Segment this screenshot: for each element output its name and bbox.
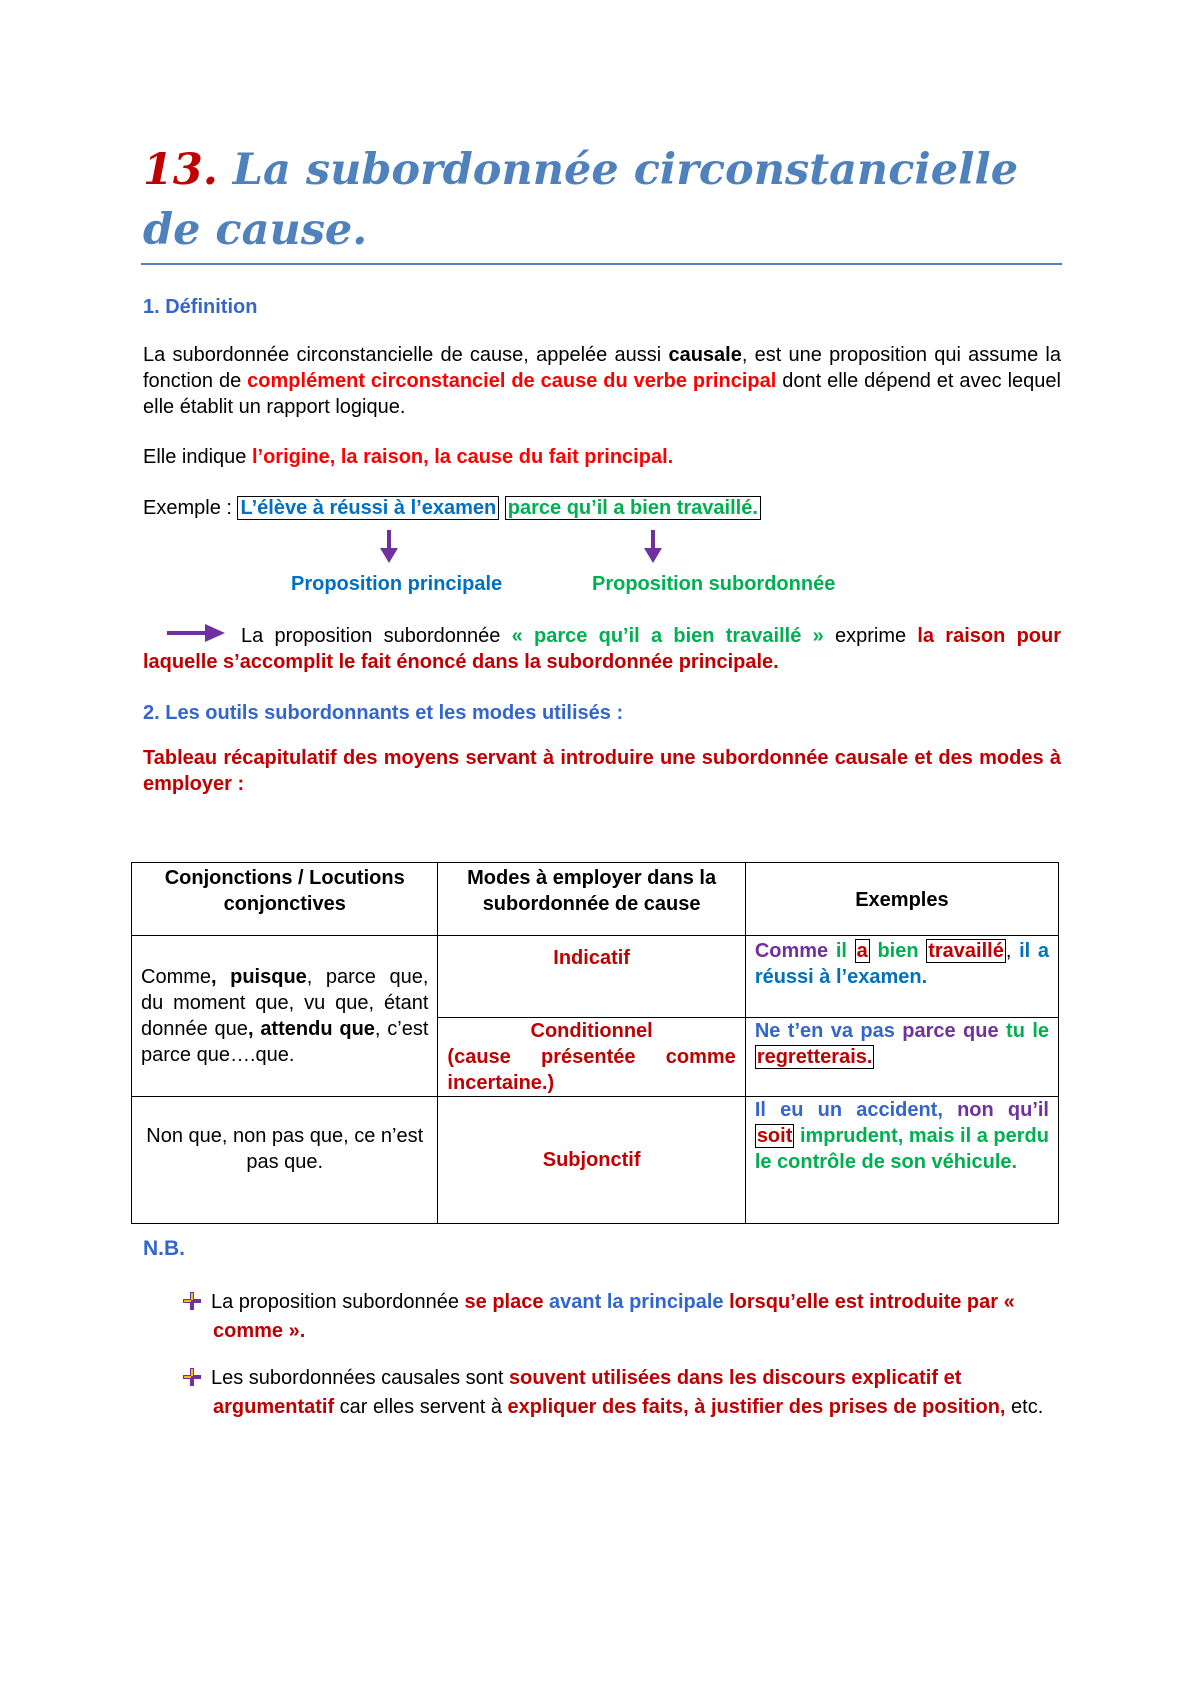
example-prefix: Exemple : — [143, 497, 238, 519]
mode-note: (cause présentée comme incertaine.) — [447, 1046, 736, 1094]
text-run: Comme — [754, 940, 829, 962]
text-run: , puisque — [211, 966, 307, 988]
table-intro: Tableau récapitulatif des moyens servant à introduire une subordonnée causale et des modes à employer : — [143, 747, 1061, 795]
mode-cell — [438, 1097, 745, 1224]
bullet-cross-icon — [183, 1368, 201, 1386]
text-run: Comme — [141, 966, 212, 988]
text-run: tu le — [998, 1020, 1049, 1042]
title-underline — [141, 263, 1062, 265]
text-run: dont elle dépend et avec lequel elle établit un rapport logique. — [143, 370, 1061, 418]
indication-paragraph — [143, 444, 1061, 470]
column-header: Exemples — [745, 863, 1058, 936]
text-run: La proposition subordonnée — [211, 1291, 465, 1313]
explanation-paragraph — [143, 623, 1061, 675]
title-text: La subordonnée circonstancielle de cause. — [143, 145, 1019, 255]
label-main-clause: Proposition principale — [291, 573, 503, 595]
mode-cell — [438, 1018, 745, 1097]
text-run: non qu’il — [942, 1099, 1049, 1121]
text-run: car elles servent à — [334, 1396, 508, 1418]
boxed-verb: a — [856, 940, 868, 962]
example-line — [143, 495, 1061, 521]
section-heading-tools: 2. Les outils subordonnants et les modes utilisés : — [143, 702, 624, 724]
nb-list-item — [183, 1288, 1063, 1346]
section-heading-definition: 1. Définition — [143, 296, 258, 318]
example-cell — [745, 1097, 1058, 1224]
example-cell — [745, 936, 1058, 1018]
text-run: il a réussi à l’examen. — [754, 940, 1049, 988]
text-run: La proposition subordonnée — [241, 625, 512, 647]
example-subordinate-clause: parce qu’il a bien travaillé. — [505, 496, 761, 520]
text-run: La subordonnée circonstancielle de cause, appelée aussi — [143, 344, 669, 366]
text-run: Il eu un accident, — [754, 1099, 943, 1121]
boxed-verb: regretterais. — [756, 1046, 873, 1068]
nb-item-text — [183, 1364, 1063, 1422]
column-header: Conjonctions / Locutions conjonctives — [132, 863, 438, 936]
text-run: , c’est parce que….que. — [141, 1018, 429, 1066]
conjunctions-cell — [132, 936, 438, 1097]
text-run: , attendu que — [247, 1018, 375, 1040]
text-run: avant la principale — [543, 1291, 724, 1313]
label-subordinate-clause: Proposition subordonnée — [592, 573, 836, 595]
highlight-quote: « parce qu’il a bien travaillé » — [511, 625, 824, 647]
text-run: exprime — [823, 625, 918, 647]
mode-subjonctif: Subjonctif — [542, 1149, 641, 1171]
text-run: , — [1005, 940, 1012, 962]
mode-cell — [438, 936, 745, 1018]
table-row — [132, 1097, 1059, 1224]
bullet-cross-icon — [183, 1292, 201, 1310]
text-run: parce que — [894, 1020, 999, 1042]
boxed-verb: soit — [756, 1125, 793, 1147]
example-cell — [745, 1018, 1058, 1097]
text-run: bien — [869, 940, 927, 962]
text-run: etc. — [1005, 1396, 1044, 1418]
definition-paragraph — [143, 342, 1061, 420]
arrow-down-icon — [374, 530, 404, 564]
table-row — [132, 936, 1059, 1018]
example-main-clause: L’élève à réussi à l’examen — [237, 496, 499, 520]
term-causale: causale — [668, 344, 742, 366]
boxed-verb: travaillé — [928, 940, 1004, 962]
text-run: , parce que — [306, 966, 423, 988]
text-run: se place — [464, 1291, 544, 1313]
title-number: 13. — [143, 145, 218, 195]
text-run: lorsqu’elle est introduite par « comme ». — [213, 1291, 1015, 1342]
text-run: Elle indique — [143, 446, 252, 468]
highlight-function: complément circonstanciel de cause du verbe principal — [247, 370, 777, 392]
arrow-down-icon — [638, 530, 668, 564]
nb-label: N.B. — [143, 1237, 185, 1260]
text-run: souvent utilisées dans les discours explicatif et argumentatif — [213, 1367, 962, 1418]
column-header: Modes à employer dans la subordonnée de cause — [438, 863, 745, 936]
text-run: , est une proposition qui assume la fonction de — [143, 344, 1061, 392]
recap-table — [131, 862, 1059, 1224]
text-run: expliquer des faits, à justifier des prises de position, — [507, 1396, 1006, 1418]
text-run: , du moment que, vu que, étant donnée que — [141, 966, 429, 1040]
text-run: imprudent, mais il a perdu le contrôle de son véhicule. — [754, 1125, 1049, 1173]
highlight-reason: la raison pour laquelle s’accomplit le fait énoncé dans la subordonnée principale. — [143, 625, 1061, 673]
text-run: Les subordonnées causales sont — [211, 1367, 509, 1389]
mode-indicatif: Indicatif — [553, 947, 630, 969]
conjunctions-cell: Non que, non pas que, ce n’est pas que. — [132, 1097, 438, 1224]
page-title — [143, 140, 1063, 260]
text-run: Ne t’en va pas — [754, 1020, 895, 1042]
mode-conditionnel: Conditionnel — [530, 1020, 653, 1042]
table-header-row — [132, 863, 1059, 936]
highlight-origin: l’origine, la raison, la cause du fait principal. — [251, 446, 674, 468]
text-run: il — [828, 940, 855, 962]
nb-item-text — [183, 1288, 1063, 1346]
nb-list-item — [183, 1364, 1063, 1422]
